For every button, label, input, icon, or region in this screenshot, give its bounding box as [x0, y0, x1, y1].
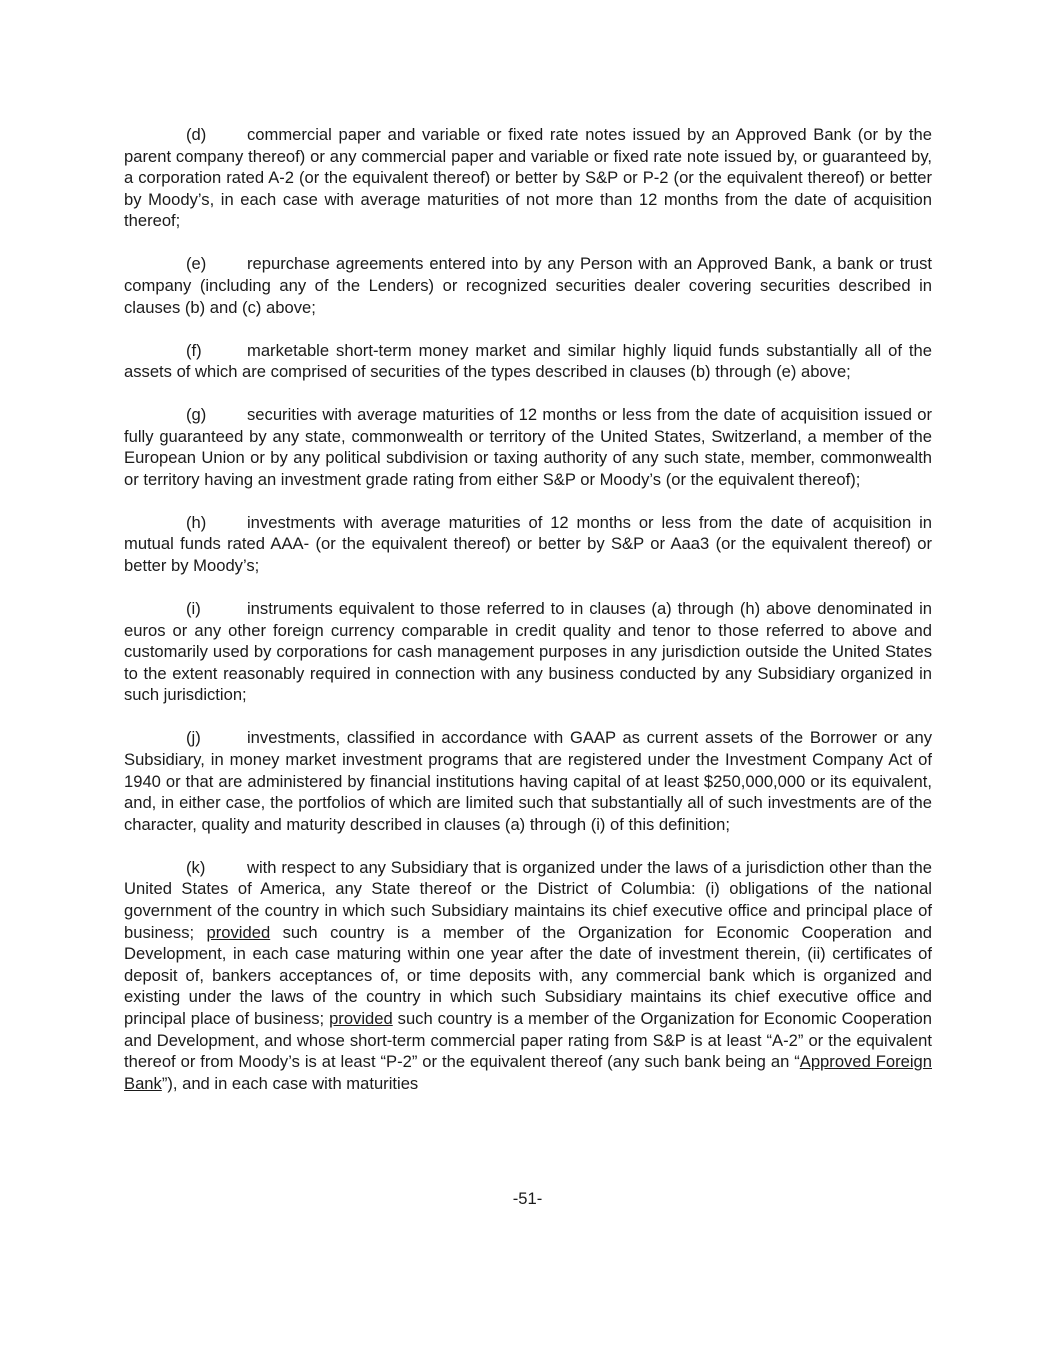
clause-label: (f)	[186, 340, 202, 360]
clause-text: marketable short-term money market and similar highly liquid funds substantially all of the assets of which are comprised of securities of the types described in clauses (b) through (e) above;	[124, 340, 932, 382]
clause-text-part-2: such country is a member of the Organization for Economic Cooperation and Development, in each case maturing within one year after the date of investment therein, (ii) certificates of deposit of, bankers acceptances of, or time deposits with, any commercial bank which is organized and existing under the laws of the country in which such Subsidiary maintains its chief executive office and principal place of business;	[124, 922, 933, 1028]
clause-text-part-1: with respect to any Subsidiary that is organized under the laws of a jurisdiction other than the United States of America, any State thereof or the District of Columbia: (i) obligations of the national government of the country in which such Subsidiary maintains its chief executive office and principal place of business;	[124, 857, 932, 942]
provided-term: provided	[329, 1008, 393, 1028]
clause-text: instruments equivalent to those referred to in clauses (a) through (h) above denominated in euros or any other foreign currency comparable in credit quality and tenor to those referred to above and customarily used by corporations for cash management purposes in any jurisdiction outside the United States to the extent reasonably required in connection with any business conducted by any Subsidiary organized in such jurisdiction;	[124, 599, 932, 705]
clause-text: investments with average maturities of 12 months or less from the date of acquisition in mutual funds rated AAA- (or the equivalent thereof) or better by S&P or Aaa3 (or the equivalent thereof) or better by Moody’s;	[124, 512, 932, 576]
defined-term-approved-foreign-bank: Approved Foreign Bank	[124, 1052, 932, 1093]
clause-j	[124, 727, 932, 835]
clause-g	[124, 404, 932, 490]
clause-text: securities with average maturities of 12 months or less from the date of acquisition issued or fully guaranteed by any state, commonwealth or territory of the United States, Switzerland, a member of the European Union or by any political subdivision or taxing authority of any such state, member, commonwealth or territory having an investment grade rating from either S&P or Moody’s (or the equivalent thereof);	[124, 405, 932, 489]
clause-label: (h)	[186, 512, 207, 532]
clause-text: investments, classified in accordance with GAAP as current assets of the Borrower or any Subsidiary, in money market investment programs that are registered under the Investment Company Act of 1940 or that are administered by financial institutions having capital of at least $250,000,000 or its equivalent, and, in either case, the portfolios of which are limited such that substantially all of such investments are of the character, quality and maturity described in clauses (a) through (i) of this definition;	[124, 728, 932, 834]
provided-term: provided	[206, 922, 271, 942]
clause-label: (d)	[186, 125, 207, 144]
clause-text: commercial paper and variable or fixed rate notes issued by an Approved Bank (or by the parent company thereof) or any commercial paper and variable or fixed rate note issued by, or guaranteed by, a corporation rated A-2 (or the equivalent thereof) or better by S&P or P-2 (or the equivalent thereof) or better by Moody’s, in each case with average maturities of not more than 12 months from the date of acquisition thereof;	[124, 125, 932, 231]
clause-label: (j)	[186, 728, 201, 748]
clause-text-part-3: such country is a member of the Organization for Economic Cooperation and Development, and whose short-term commercial paper rating from S&P is at least “A-2” or the equivalent thereof or from Moody’s is at least “P-2” or the equivalent thereof (any such bank being an “	[124, 1008, 932, 1072]
clause-h	[124, 512, 932, 577]
clause-d	[124, 124, 932, 232]
document-body	[124, 124, 932, 1094]
clause-text-part-4: ”), and in each case with maturities	[161, 1073, 419, 1093]
page-number: -51-	[512, 1189, 543, 1208]
clause-f	[124, 340, 932, 383]
clause-e	[124, 253, 932, 318]
clause-label: (k)	[186, 857, 206, 877]
clause-text: repurchase agreements entered into by any Person with an Approved Bank, a bank or trust company (including any of the Lenders) or recognized securities dealer covering securities described in clauses (b) and (c) above;	[124, 254, 932, 317]
clause-label: (g)	[186, 405, 207, 425]
clause-label: (e)	[186, 254, 207, 274]
clause-i	[124, 598, 932, 706]
clause-label: (i)	[186, 599, 201, 619]
clause-k	[124, 857, 932, 1095]
